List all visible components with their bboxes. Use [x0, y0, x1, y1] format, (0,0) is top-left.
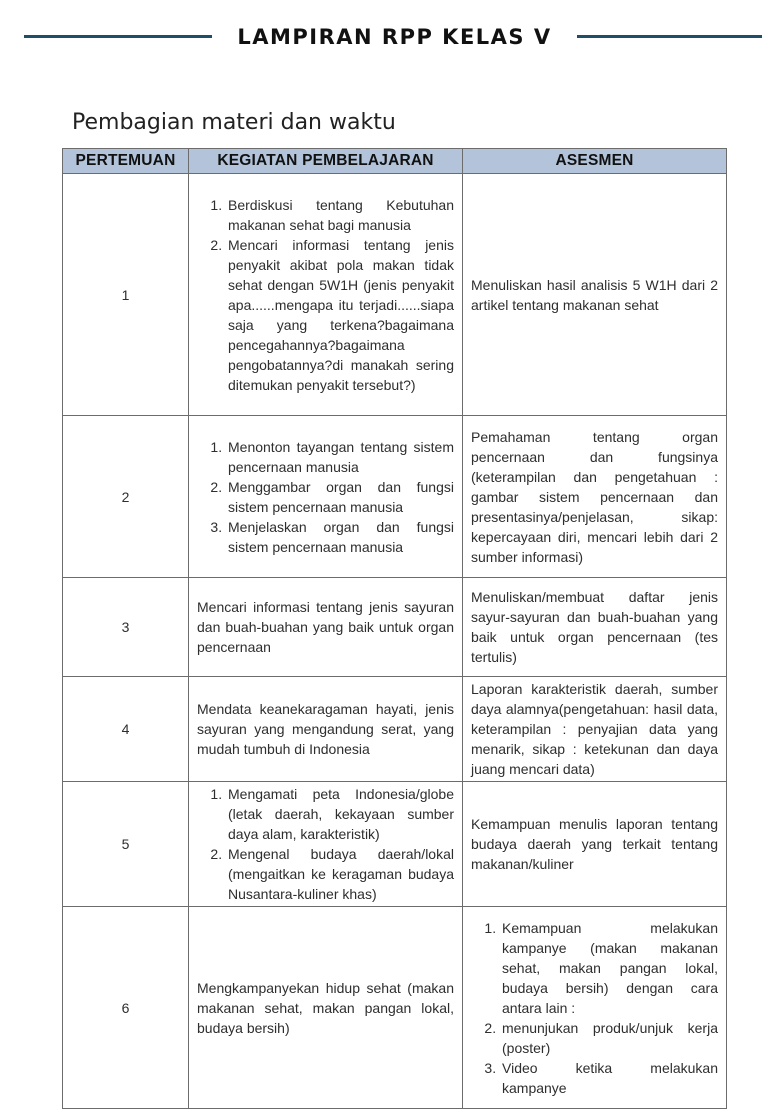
kegiatan-list [197, 195, 454, 395]
pertemuan-cell: 2 [63, 416, 189, 578]
asesmen-cell: Menuliskan hasil analisis 5 W1H dari 2 artikel tentang makanan sehat [463, 174, 727, 416]
asesmen-cell: Kemampuan menulis laporan tentang budaya daerah yang terkait tentang makanan/kuliner [463, 782, 727, 907]
asesmen-cell [463, 907, 727, 1109]
schedule-table [62, 148, 727, 1109]
table-row [63, 782, 727, 907]
list-item: 2. Menggambar organ dan fungsi sistem pencernaan manusia [226, 477, 454, 517]
pertemuan-cell: 1 [63, 174, 189, 416]
pertemuan-cell: 5 [63, 782, 189, 907]
asesmen-cell: Pemahaman tentang organ pencernaan dan fungsinya (keterampilan dan pengetahuan : gambar sistem pencernaan dan presentasinya/penjelasan, sikap: kepercayaan diri, mencari lebih dari 2 sumber informasi) [463, 416, 727, 578]
header-rule-right [577, 35, 762, 38]
table-header-row [63, 149, 727, 174]
table-row [63, 416, 727, 578]
column-header-kegiatan: KEGIATAN PEMBELAJARAN [189, 149, 463, 174]
list-item: 2. menunjukan produk/unjuk kerja (poster) [500, 1018, 718, 1058]
section-subtitle: Pembagian materi dan waktu [72, 110, 396, 135]
asesmen-cell: Menuliskan/membuat daftar jenis sayur-sayuran dan buah-buahan yang baik untuk organ pencernaan (tes tertulis) [463, 578, 727, 677]
kegiatan-cell [189, 416, 463, 578]
kegiatan-cell [189, 174, 463, 416]
kegiatan-cell: Mencari informasi tentang jenis sayuran dan buah-buahan yang baik untuk organ pencernaan [189, 578, 463, 677]
column-header-pertemuan: PERTEMUAN [63, 149, 189, 174]
list-item: 3. Video ketika melakukan kampanye [500, 1058, 718, 1098]
asesmen-list [471, 918, 718, 1098]
list-item: 1. Berdiskusi tentang Kebutuhan makanan sehat bagi manusia [226, 195, 454, 235]
list-item: 1. Mengamati peta Indonesia/globe (letak daerah, kekayaan sumber daya alam, karakteristik) [226, 784, 454, 844]
list-item: 2. Mengenal budaya daerah/lokal (mengaitkan ke keragaman budaya Nusantara-kuliner khas) [226, 844, 454, 904]
table-row [63, 578, 727, 677]
page-header [0, 22, 774, 52]
pertemuan-cell: 3 [63, 578, 189, 677]
table-row [63, 677, 727, 782]
kegiatan-cell: Mendata keanekaragaman hayati, jenis sayuran yang mengandung serat, yang mudah tumbuh di Indonesia [189, 677, 463, 782]
page-title: LAMPIRAN RPP KELAS V [237, 25, 552, 49]
asesmen-cell: Laporan karakteristik daerah, sumber daya alamnya(pengetahuan: hasil data, keterampilan : penyajian data yang menarik, sikap : ketekunan dan daya juang mencari data) [463, 677, 727, 782]
list-item: 1. Menonton tayangan tentang sistem pencernaan manusia [226, 437, 454, 477]
kegiatan-list [197, 437, 454, 557]
kegiatan-cell: Mengkampanyekan hidup sehat (makan makanan sehat, makan pangan lokal, budaya bersih) [189, 907, 463, 1109]
column-header-asesmen: ASESMEN [463, 149, 727, 174]
list-item: 3. Menjelaskan organ dan fungsi sistem pencernaan manusia [226, 517, 454, 557]
table-row [63, 907, 727, 1109]
pertemuan-cell: 6 [63, 907, 189, 1109]
list-item: 1. Kemampuan melakukan kampanye (makan makanan sehat, makan pangan lokal, budaya bersih) dengan cara antara lain : [500, 918, 718, 1018]
table-row [63, 174, 727, 416]
list-item: 2. Mencari informasi tentang jenis penyakit akibat pola makan tidak sehat dengan 5W1H (jenis penyakit apa......mengapa itu terjadi......siapa saja yang terkena?bagaimana pencegahannya?bagaimana pengobatannya?di manakah sering ditemukan penyakit tersebut?) [226, 235, 454, 395]
header-rule-left [24, 35, 212, 38]
pertemuan-cell: 4 [63, 677, 189, 782]
kegiatan-list [197, 784, 454, 904]
kegiatan-cell [189, 782, 463, 907]
